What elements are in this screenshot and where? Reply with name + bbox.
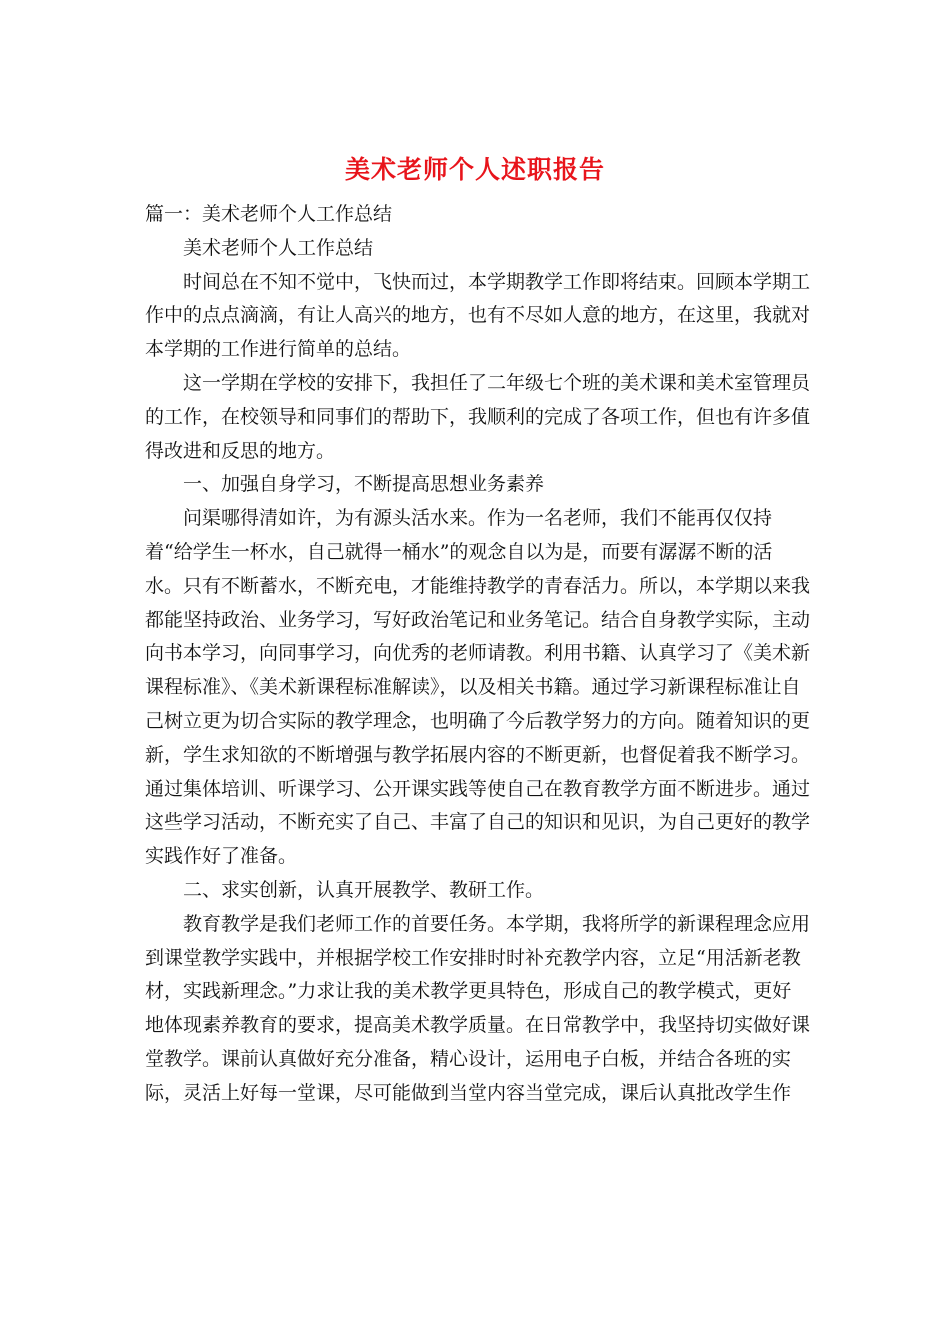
paragraph: 问渠哪得清如许，为有源头活水来。作为一名老师，我们不能再仅仅持着“给学生一杯水，自己就得一桶水”的观念自以为是，而要有潺潺不断的活水。只有不断蓄水，不断充电，才能维持教学的青春活力。所以，本学期以来我都能坚持政治、业务学习，写好政治笔记和业务笔记。结合自身教学实际，主动向书本学习，向同事学习，向优秀的老师请教。利用书籍、认真学习了《美术新课程标准》、《美术新课程标准解读》，以及相关书籍。通过学习新课程标准让自己树立更为切合实际的教学理念，也明确了今后教学努力的方向。随着知识的更新，学生求知欲的不断增强与教学拓展内容的不断更新，也督促着我不断学习。通过集体培训、听课学习、公开课实践等使自己在教育教学方面不断进步。通过这些学习活动，不断充实了自己、丰富了自己的知识和见识，为自己更好的教学实践作好了准备。 (145, 507, 811, 868)
subtitle: 美术老师个人工作总结 (183, 236, 374, 259)
document-title: 美术老师个人述职报告 (344, 155, 605, 184)
section-heading: 篇一：美术老师个人工作总结 (145, 203, 393, 225)
paragraph: 这一学期在学校的安排下，我担任了二年级七个班的美术课和美术室管理员的工作，在校领导和同事们的帮助下，我顺利的完成了各项工作，但也有许多值得改进和反思的地方。 (145, 371, 811, 462)
document-body (145, 198, 810, 1111)
paragraph: 时间总在不知不觉中，飞快而过，本学期教学工作即将结束。回顾本学期工作中的点点滴滴，有让人高兴的地方，也有不尽如人意的地方，在这里，我就对本学期的工作进行简单的总结。 (145, 270, 811, 361)
paragraph: 教育教学是我们老师工作的首要任务。本学期，我将所学的新课程理念应用到课堂教学实践中，并根据学校工作安排时时补充教学内容，立足“用活新老教材，实践新理念。”力求让我的美术教学更具特色，形成自己的教学模式，更好地体现素养教育的要求，提高美术教学质量。在日常教学中，我坚持切实做好课堂教学。课前认真做好充分准备，精心设计，运用电子白板，并结合各班的实际，灵活上好每一堂课，尽可能做到当堂内容当堂完成，课后认真批改学生作 (145, 912, 811, 1104)
section-heading: 一、加强自身学习，不断提高思想业务素养 (183, 473, 545, 496)
section-heading: 二、求实创新，认真开展教学、教研工作。 (183, 878, 545, 901)
